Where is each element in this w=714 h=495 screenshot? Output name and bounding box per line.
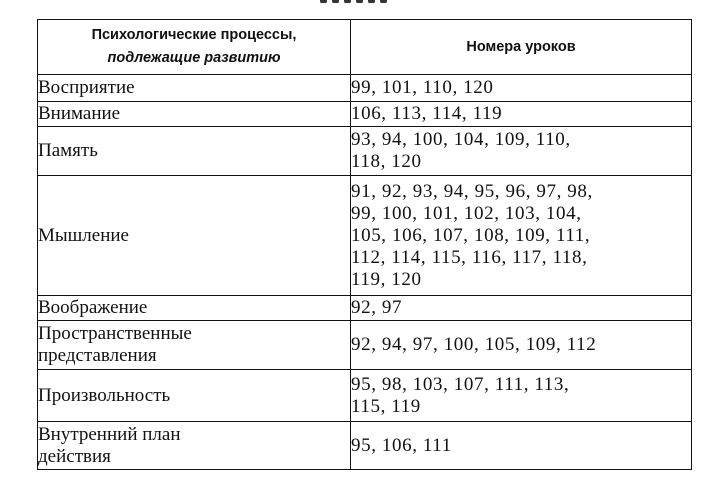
header-processes xyxy=(38,20,351,75)
lessons-cell: 92, 97 xyxy=(351,296,692,321)
process-text: Пространственные представления xyxy=(38,323,192,366)
lessons-text: 93, 94, 100, 104, 109, 110, 118, 120 xyxy=(351,129,571,172)
header-processes-line2: подлежащие развитию xyxy=(107,50,281,66)
cropped-heading-fragment xyxy=(320,0,400,3)
lessons-table xyxy=(37,19,692,470)
lessons-cell xyxy=(351,127,692,176)
process-cell: Воображение xyxy=(38,296,351,321)
header-lessons: Номера уроков xyxy=(351,20,692,75)
process-cell xyxy=(38,422,351,470)
process-cell: Восприятие xyxy=(38,75,351,102)
lessons-cell xyxy=(351,176,692,296)
lessons-text: 91, 92, 93, 94, 95, 96, 97, 98, 99, 100, 101, 102, 103, 104, 105, 106, 107, 108, 109, 111, 112, 114, 115, 116, 117, 118, 119, 120 xyxy=(351,180,593,290)
table-row xyxy=(38,75,692,102)
lessons-cell: 92, 94, 97, 100, 105, 109, 112 xyxy=(351,321,692,370)
process-cell: Внимание xyxy=(38,102,351,127)
table-header-row xyxy=(38,20,692,75)
table-row xyxy=(38,102,692,127)
table-row xyxy=(38,127,692,176)
table-row xyxy=(38,370,692,422)
header-processes-line1: Психологические процессы, xyxy=(91,27,297,43)
table-row xyxy=(38,321,692,370)
lessons-cell: 106, 113, 114, 119 xyxy=(351,102,692,127)
process-cell: Память xyxy=(38,127,351,176)
table-row xyxy=(38,296,692,321)
table-row xyxy=(38,176,692,296)
lessons-cell: 99, 101, 110, 120 xyxy=(351,75,692,102)
lessons-text: 95, 98, 103, 107, 111, 113, 115, 119 xyxy=(351,373,570,417)
process-text: Внутренний план действия xyxy=(38,423,181,467)
lessons-cell xyxy=(351,370,692,422)
process-cell: Произвольность xyxy=(38,370,351,422)
process-cell: Мышление xyxy=(38,176,351,296)
process-cell xyxy=(38,321,351,370)
lessons-cell: 95, 106, 111 xyxy=(351,422,692,470)
table-row xyxy=(38,422,692,470)
